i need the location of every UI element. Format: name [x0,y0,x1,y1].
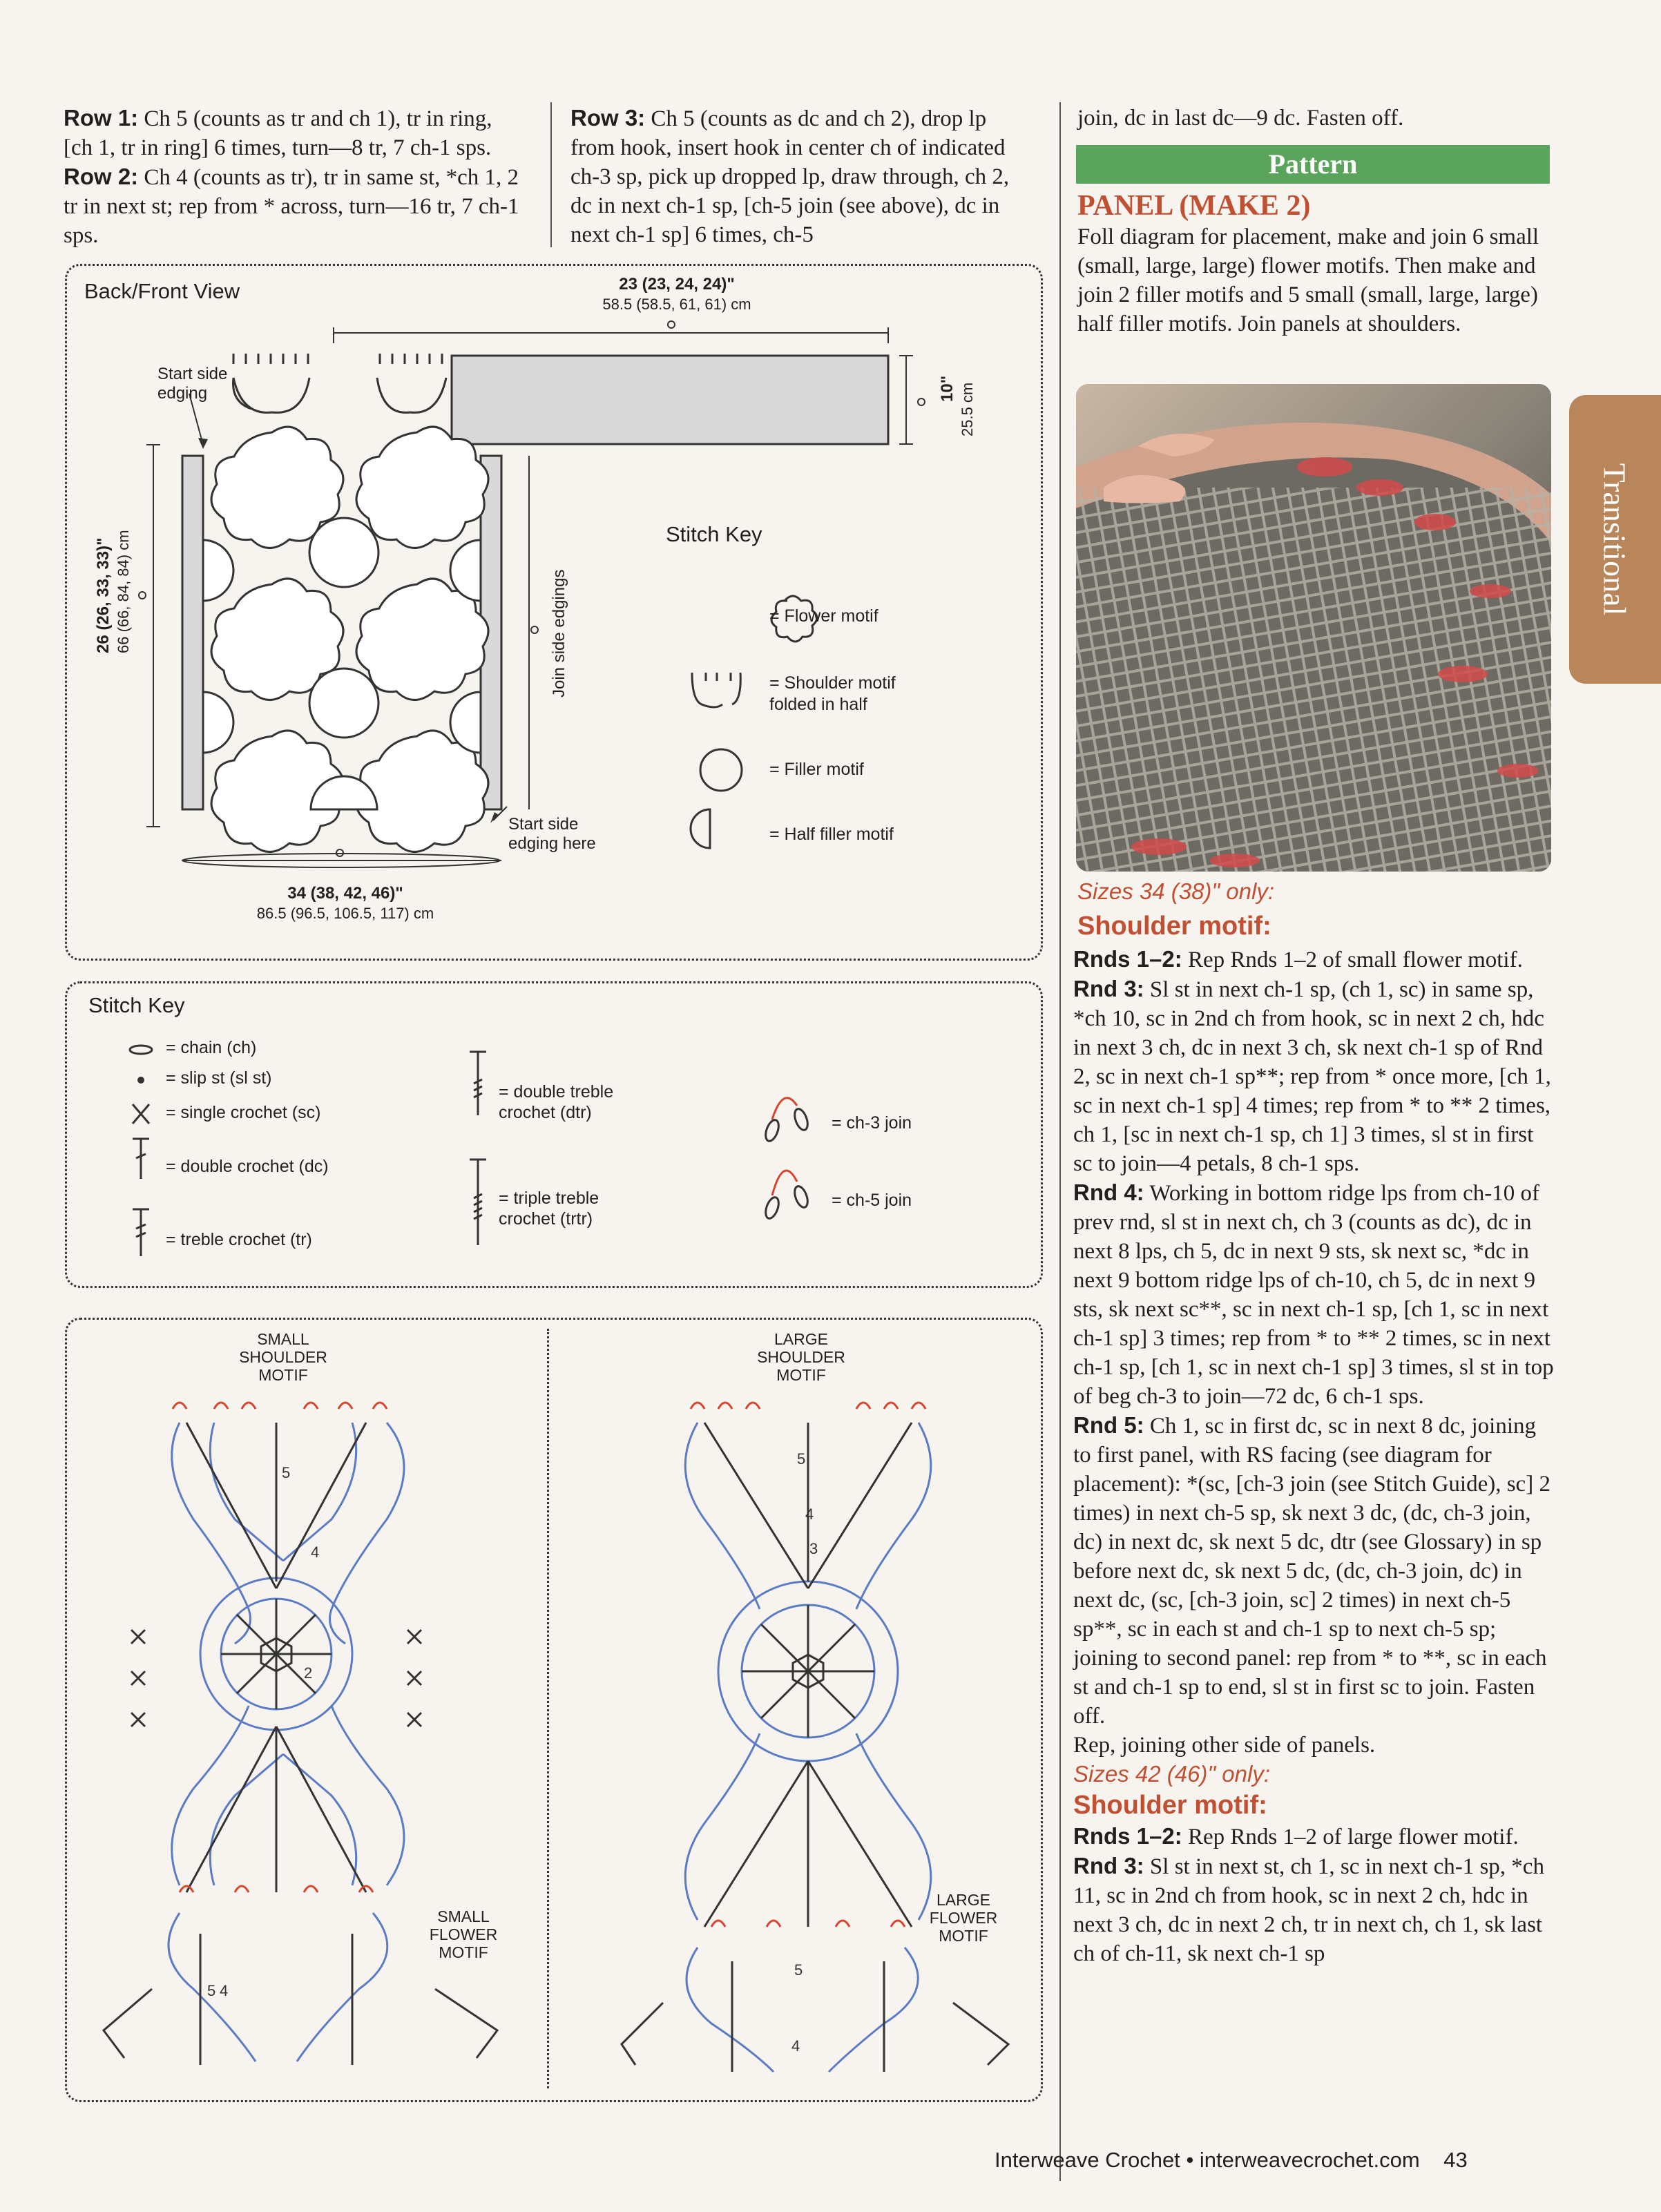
slip-stitch-label: = slip st (sl st) [166,1068,272,1088]
shoulder-motif-instructions-1 [1073,945,1555,1968]
top-width-label: 23 (23, 24, 24)" [619,275,735,294]
triple-treble-label: = triple treble crochet (trtr) [499,1189,599,1229]
blue-petal-outlines [169,1423,404,2061]
start-side-edging-here-label: Start side edging here [508,815,596,853]
row2-label: Row 2: [64,164,139,189]
double-treble-symbol [470,1052,486,1115]
rnds-1-2-text: Rep Rnds 1–2 of small flower motif. [1182,948,1523,972]
large-rnds-1-2-label: Rnds 1–2: [1073,1823,1182,1849]
intro-text: join, dc in last dc—9 dc. Fasten off. [1077,106,1404,131]
small-flower-motif-label: SMALL FLOWER MOTIF [429,1907,498,1961]
row3-label: Row 3: [570,105,646,131]
rnd-4-text: Working in bottom ridge lps from ch-10 of prev rnd, sl st in next ch, ch 3 (counts as dc), dc in next 8 lps, ch 5, dc in next 9 sts, sk next sc, *dc in next 9 bottom ridge lps of ch-10, ch 5, dc in next 9 sts, sk next sc**, sc in next ch-1 sp, [ch 1, sc in next ch-1 sp] 3 times; rep from * to ** 2 times, sc in next ch-1 sp, [ch 1, sc in next ch-1 sp] 3 times, sl st in top of beg ch-3 to join—72 dc, 6 ch-1 sps. [1073,1181,1554,1409]
ch-5-join-label: = ch-5 join [832,1191,912,1210]
footer-page-number: 43 [1443,2148,1468,2172]
stitch-key-title: Stitch Key [88,993,185,1017]
small-motif-chart [76,1381,532,2086]
large-chart-num-5-bottom: 5 [794,1961,803,1979]
double-crochet-label: = double crochet (dc) [166,1157,329,1176]
large-chart-num-3: 3 [809,1540,818,1557]
rep-text: Rep, joining other side of panels. [1073,1733,1376,1758]
row3-text: Ch 5 (counts as dc and ch 2), drop lp from hook, insert hook in center ch of indicated ch-3 sp, pick up dropped lp, draw through, ch 2, dc in next ch-1 sp, [ch-5 join (see above), dc in next ch-1 sp] 6 times, ch-5 [570,106,1010,247]
charts-divider [547,1329,549,2088]
large-flower-motif-label: LARGE FLOWER MOTIF [929,1891,998,1945]
large-chart-num-5: 5 [797,1450,806,1468]
key-half-filler-label: = Half filler motif [769,825,894,844]
row1-text: Ch 5 (counts as tr and ch 1), tr in ring, [ch 1, tr in ring] 6 times, turn—8 tr, 7 ch-1 sps. [64,106,492,160]
shoulder-strap-rect [452,356,888,444]
double-treble-label: = double treble crochet (dtr) [499,1082,614,1122]
rnd-4-label: Rnd 4: [1073,1180,1144,1205]
sizes-42-46-label: Sizes 42 (46)" only: [1073,1761,1271,1787]
schematic-key-title: Stitch Key [666,522,762,546]
large-shoulder-motif-label: LARGE SHOULDER MOTIF [757,1330,845,1384]
small-shoulder-motif-label: SMALL SHOULDER MOTIF [239,1330,327,1384]
large-rnd-3-label: Rnd 3: [1073,1853,1144,1878]
shoulder-motif-icon [692,673,740,707]
key-flower-label: = Flower motif [769,606,878,626]
rnd-5-text: Ch 1, sc in first dc, sc in next 8 dc, joining to first panel, with RS facing (see diagram for placement): *(sc, [ch-3 join (see Stitch Guide), sc] 2 times) in next ch-5 sp, sk next 3 dc, (dc, ch-3 join, dc) in next dc, sk next 5 dc, dtr (see Glossary) in sp before next dc, sk next 5 dc, (dc, ch-3 join, dc) in next dc, (sc, [ch-3 join, sc] 2 times) in next ch-5 sp**, sc in each st and ch-1 sp to next ch-5 sp; joining to second panel: rep from * to **, sc in each st and ch-1 sp to end, sl st in first sc to join. Fasten off. [1073,1414,1550,1729]
footer-bullet: • [1186,2148,1200,2172]
panel-text: Foll diagram for placement, make and join 6 small (small, large, large) flower motifs. Then make and join 2 filler motifs and 5 small (small, large, large) half filler motifs. Join panels at shoulders. [1077,224,1539,336]
section-tab [1569,395,1661,684]
column-divider-1 [550,102,552,247]
rnds-1-2-label: Rnds 1–2: [1073,946,1182,972]
schematic-key-symbols [691,596,817,848]
section-tab-label: Transitional [1597,463,1633,616]
column-divider-2 [1059,102,1061,2181]
sizes-34-38-label: Sizes 34 (38)" only: [1077,878,1275,904]
shoulder-motif-heading-1: Shoulder motif: [1077,912,1271,941]
rnd-3-text: Sl st in next ch-1 sp, (ch 1, sc) in same sp, *ch 10, sc in 2nd ch from hook, sc in next 2 ch, hdc in next 3 ch, dc in next 3 ch, sk next ch-1 sp of Rnd 2, sc in next ch-1 sp**; rep from * once more, [ch 1, sc in next ch-1 sp] 4 times; rep from * to ** 2 times, ch 1, [sc in next ch-1 sp, ch 1] 3 times, sl st in first sc to join—4 petals, 8 ch-1 sps. [1073,977,1551,1176]
top-join-loops-large [691,1403,925,1409]
large-rnds-1-2-text: Rep Rnds 1–2 of large flower motif. [1182,1825,1519,1849]
column-2-text [570,104,1026,249]
chart-num-4-bottom: 4 [220,1982,229,1999]
black-stitch-lines-large [622,1423,1008,2072]
half-filler-motif-icon [691,809,710,848]
chart-num-4: 4 [311,1543,320,1561]
height-cm-label: 66 (66, 84, 84) cm [115,530,132,653]
top-width-cm-label: 58.5 (58.5, 61, 61) cm [602,296,751,313]
shoulder-motifs [233,354,446,412]
black-stitch-lines [104,1423,497,2065]
pattern-banner-label: Pattern [1268,148,1358,180]
top-join-loops [173,1403,387,1409]
panel-heading: PANEL (MAKE 2) [1077,190,1311,222]
key-filler-label: = Filler motif [769,760,864,779]
chart-num-5-bottom: 5 [207,1982,216,1999]
page-footer [995,2148,1468,2173]
footer-site: interweavecrochet.com [1199,2148,1420,2172]
chain-label: = chain (ch) [166,1038,257,1057]
triple-treble-symbol [470,1160,486,1245]
chart-num-2: 2 [304,1664,313,1682]
chart-num-5-top: 5 [282,1464,291,1481]
large-motif-chart [594,1381,1036,2086]
start-side-edging-label: Start side edging [157,365,228,403]
bottom-width-label: 34 (38, 42, 46)" [287,884,403,903]
bottom-width-cm-label: 86.5 (96.5, 106.5, 117) cm [256,905,434,922]
ch-5-join-symbol [763,1171,810,1220]
large-chart-num-4-bottom: 4 [791,2037,800,2055]
row2-text: Ch 4 (counts as tr), tr in same st, *ch 1, 2 tr in next st; rep from * across, turn—16 tr, 7 ch-1 sps. [64,165,519,248]
ch-3-join-label: = ch-3 join [832,1113,912,1133]
treble-crochet-symbol [133,1209,149,1256]
shoulder-motif-heading-2: Shoulder motif: [1073,1791,1267,1820]
ch-3-join-symbol [763,1098,810,1143]
chain-symbol [130,1046,152,1054]
large-chart-num-4: 4 [805,1506,814,1523]
garment-photo-illustration [1076,384,1551,872]
filler-motif-icon [700,749,742,791]
strap-height-label: 10" [938,375,957,402]
rnd-3-label: Rnd 3: [1073,976,1144,1001]
garment-photo [1076,384,1551,872]
slip-stitch-symbol [137,1077,144,1084]
double-crochet-symbol [133,1139,149,1179]
left-side-edging [182,456,203,809]
join-side-edgings-label: Join side edgings [550,569,568,698]
single-crochet-symbol [133,1104,149,1124]
row1-label: Row 1: [64,105,139,131]
schematic-title: Back/Front View [84,279,240,303]
column-1-text [64,104,525,250]
large-rnd-3-text: Sl st in next st, ch 1, sc in next ch-1 sp, *ch 11, sc in 2nd ch from hook, sc in next 2 ch, hdc in next 3 ch, dc in next 2 ch, tr in next ch, ch 1, sk last ch of ch-11, sk next ch-1 sp [1073,1854,1544,1966]
footer-magazine: Interweave Crochet [995,2148,1180,2172]
treble-crochet-label: = treble crochet (tr) [166,1230,312,1249]
key-shoulder-label: = Shoulder motif folded in half [769,673,896,714]
rnd-5-label: Rnd 5: [1073,1412,1144,1438]
strap-height-cm-label: 25.5 cm [959,382,976,436]
column-3-intro [1077,104,1554,133]
motif-grid [203,427,488,852]
pattern-banner [1076,145,1550,184]
single-crochet-label: = single crochet (sc) [166,1103,321,1122]
height-label: 26 (26, 33, 33)" [94,537,113,653]
